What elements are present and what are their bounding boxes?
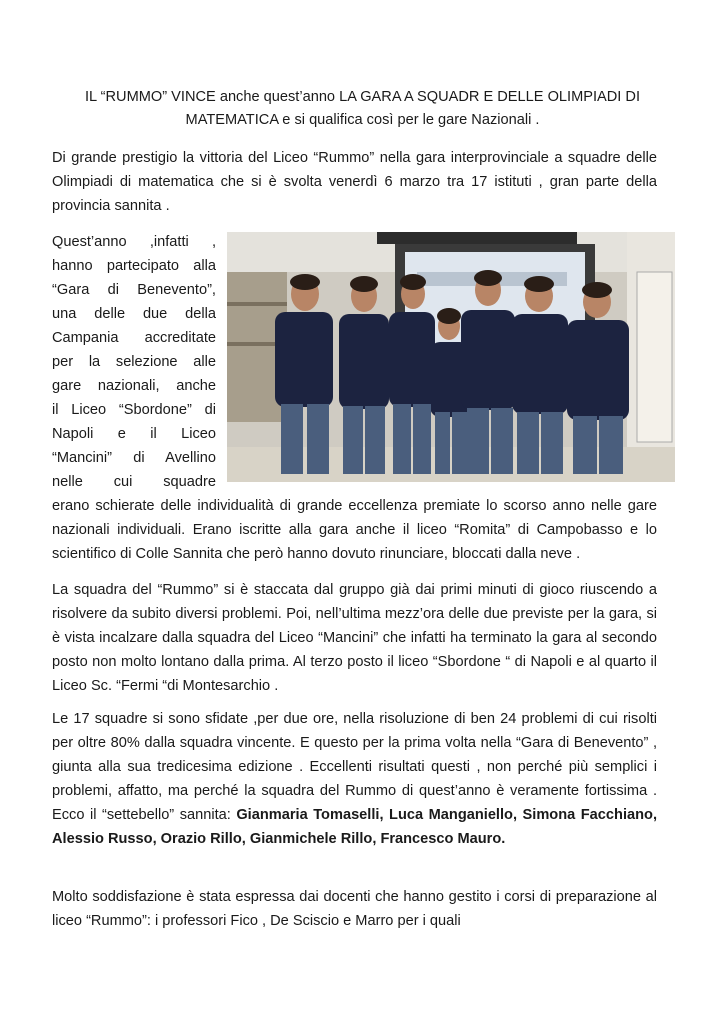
results-paragraph: [52, 707, 657, 851]
column-line: Campania accreditate: [52, 330, 216, 346]
intro-paragraph: Di grande prestigio la vittoria del Liceo “Rummo” nella gara interprovinciale a squadre delle Olimpiadi di matematica che si è svolta venerdì 6 marzo tra 17 istituti , gran parte della provincia sannita .: [52, 150, 657, 214]
title-line-1: IL “RUMMO” VINCE anche quest’anno LA GARA A SQUADR E DELLE OLIMPIADI DI: [84, 89, 641, 105]
continuation-paragraph: erano schierate delle individualità di grande eccellenza premiate lo scorso anno nelle gare nazionali individuali. Erano iscritte alla gara anche il liceo “Romita” di Campobasso e lo scientifico di Colle Sannita che però hanno dovuto rinunciare, bloccati dalla neve .: [52, 498, 657, 562]
wrapped-text-column: [52, 230, 216, 494]
team-members-list: Gianmaria Tomaselli, Luca Manganiello, Simona Facchiano, Alessio Russo, Orazio Rillo, Gianmichele Rillo, Francesco Mauro.: [52, 807, 657, 847]
results-text: Le 17 squadre si sono sfidate ,per due ore, nella risoluzione di ben 24 problemi di cui risolti per oltre 80% dalla squadra vincente. E questo per la prima volta nella “Gara di Benevento” , giunta alla sua tredicesima edizione . Eccellenti risultati questi , non perché più semplici i problemi, affatto, ma perché la squadra del Rummo di quest’anno è veramente fortissima . Ecco il “settebello” sannita:: [52, 711, 657, 823]
column-line: Napoli e il Liceo: [52, 426, 216, 442]
column-line: “Mancini” di Avellino: [52, 450, 216, 466]
article-title: [60, 86, 665, 132]
column-line: Quest’anno ,infatti ,: [52, 234, 216, 250]
column-line: una delle due della: [52, 306, 216, 322]
column-line: nelle cui squadre: [52, 474, 216, 490]
teachers-paragraph: Molto soddisfazione è stata espressa dai docenti che hanno gestito i corsi di preparazione al liceo “Rummo”: i professori Fico , De Sciscio e Marro per i quali: [52, 889, 657, 929]
column-line: il Liceo “Sbordone” di: [52, 402, 216, 418]
column-line: per la selezione alle: [52, 354, 216, 370]
title-line-2: MATEMATICA e si qualifica così per le gare Nazionali .: [185, 112, 540, 128]
column-line: “Gara di Benevento”,: [52, 282, 216, 298]
team-performance-paragraph: La squadra del “Rummo” si è staccata dal gruppo già dai primi minuti di gioco riuscendo a risolvere da subito diversi problemi. Poi, nell’ultima mezz’ora delle due previste per la gara, si è vista incalzare dalla squadra del Liceo “Mancini” che infatti ha terminato la gara al secondo posto non molto lontano dalla prima. Al terzo posto il liceo “Sbordone “ di Napoli e al quarto il Liceo Sc. “Fermi “di Montesarchio .: [52, 582, 657, 694]
column-line: gare nazionali, anche: [52, 378, 216, 394]
team-photo: [227, 232, 675, 482]
column-line: hanno partecipato alla: [52, 258, 216, 274]
